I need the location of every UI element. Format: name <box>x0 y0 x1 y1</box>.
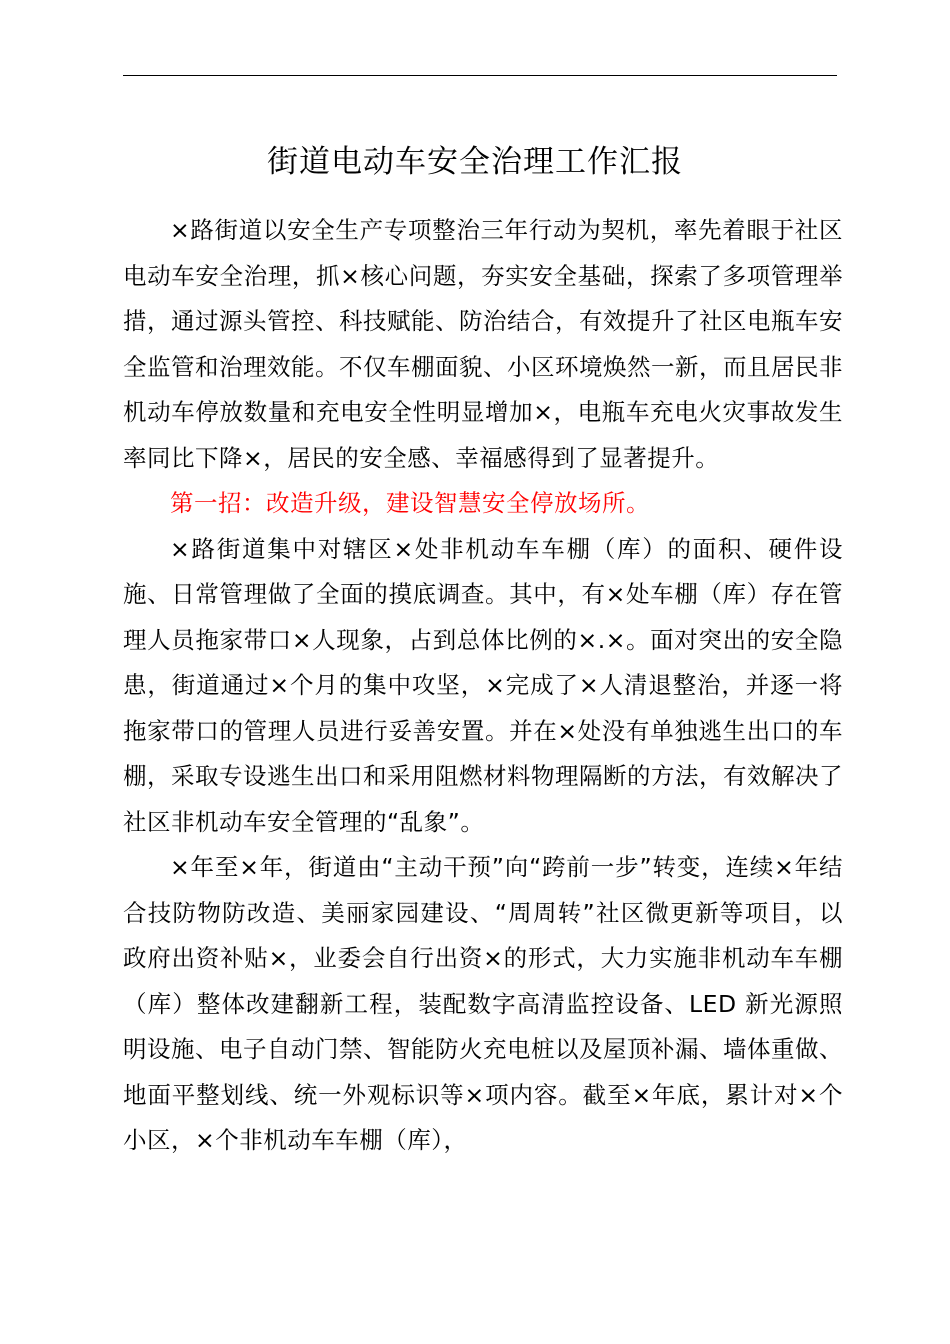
document-title: 街道电动车安全治理工作汇报 <box>267 144 683 180</box>
paragraph-renovation: ×年至×年，街道由“主动干预”向“跨前一步”转变，连续×年结合技防物防改造、美丽家园建设、“周周转”社区微更新等项目，以政府出资补贴×，业委会自行出资×的形式，大力实施非机动车车棚（库）整体改建翻新工程，装配数字高清监控设备、LED 新光源照明设施、电子自动门禁、智能防火充电桩以及屋顶补漏、墙体重做、地面平整划线、统一外观标识等×项内容。截至×年底，累计对×个小区，×个非机动车车棚（库）， <box>123 853 843 1154</box>
paragraph-intro: ×路街道以安全生产专项整治三年行动为契机，率先着眼于社区电动车安全治理，抓×核心问题，夯实安全基础，探索了多项管理举措，通过源头管控、科技赋能、防治结合，有效提升了社区电瓶车安全监管和治理效能。不仅车棚面貌、小区环境焕然一新，而且居民非机动车停放数量和充电安全性明显增加×，电瓶车充电火灾事故发生率同比下降×，居民的安全感、幸福感得到了显著提升。 <box>123 216 843 472</box>
section-heading-1: 第一招：改造升级，建设智慧安全停放场所。 <box>170 489 650 517</box>
paragraph-survey: ×路街道集中对辖区×处非机动车车棚（库）的面积、硬件设施、日常管理做了全面的摸底调查。其中，有×处车棚（库）存在管理人员拖家带口×人现象，占到总体比例的×.×。面对突出的安全隐患，街道通过×个月的集中攻坚，×完成了×人清退整治，并逐一将拖家带口的管理人员进行妥善安置。并在×处没有单独逃生出口的车棚，采取专设逃生出口和采用阻燃材料物理隔断的方法，有效解决了社区非机动车安全管理的“乱象”。 <box>123 534 843 836</box>
document-body <box>123 208 843 1164</box>
header-rule <box>123 75 837 76</box>
